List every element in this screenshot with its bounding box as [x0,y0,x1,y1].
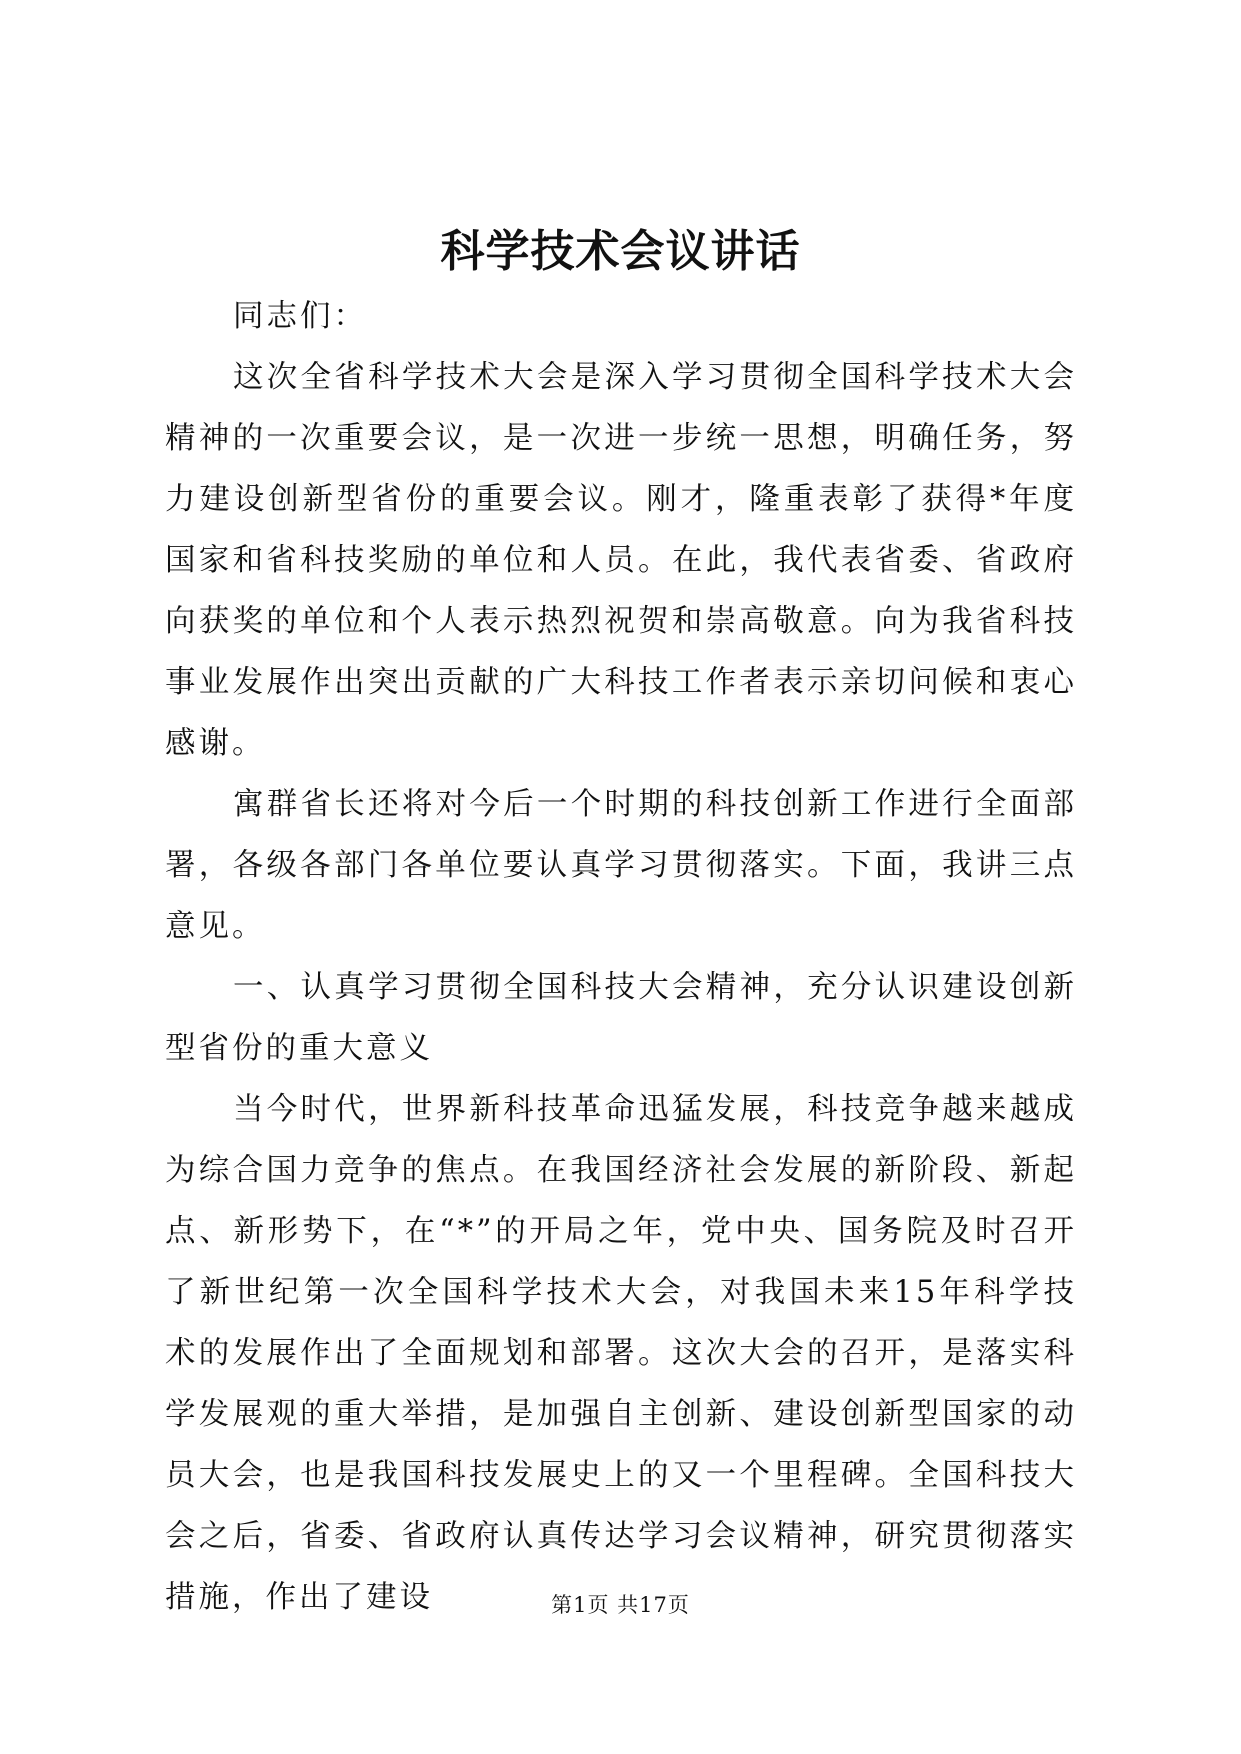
section-heading-1: 一、认真学习贯彻全国科技大会精神，充分认识建设创新型省份的重大意义 [165,970,1077,1066]
salutation: 同志们： [233,299,367,334]
paragraph-3: 当今时代，世界新科技革命迅猛发展，科技竞争越来越成为综合国力竞争的焦点。在我国经济社会发展的新阶段、新起点、新形势下，在“*”的开局之年，党中央、国务院及时召开了新世纪第一次全国科学技术大会，对我国未来15年科学技术的发展作出了全面规划和部署。这次大会的召开，是落实科学发展观的重大举措，是加强自主创新、建设创新型国家的动员大会，也是我国科技发展史上的又一个里程碑。全国科技大会之后，省委、省政府认真传达学习会议精神，研究贯彻落实措施，作出了建设 [165,1092,1077,1615]
paragraph-2: 寓群省长还将对今后一个时期的科技创新工作进行全面部署，各级各部门各单位要认真学习贯彻落实。下面，我讲三点意见。 [165,787,1077,944]
page-footer: 第1页 共17页 [551,1593,690,1617]
document-body [165,286,1077,1628]
document-title: 科学技术会议讲话 [440,226,801,277]
paragraph-1: 这次全省科学技术大会是深入学习贯彻全国科学技术大会精神的一次重要会议，是一次进一步统一思想，明确任务，努力建设创新型省份的重要会议。刚才，隆重表彰了获得*年度国家和省科技奖励的单位和人员。在此，我代表省委、省政府向获奖的单位和个人表示热烈祝贺和崇高敬意。向为我省科技事业发展作出突出贡献的广大科技工作者表示亲切问候和衷心感谢。 [165,360,1077,761]
